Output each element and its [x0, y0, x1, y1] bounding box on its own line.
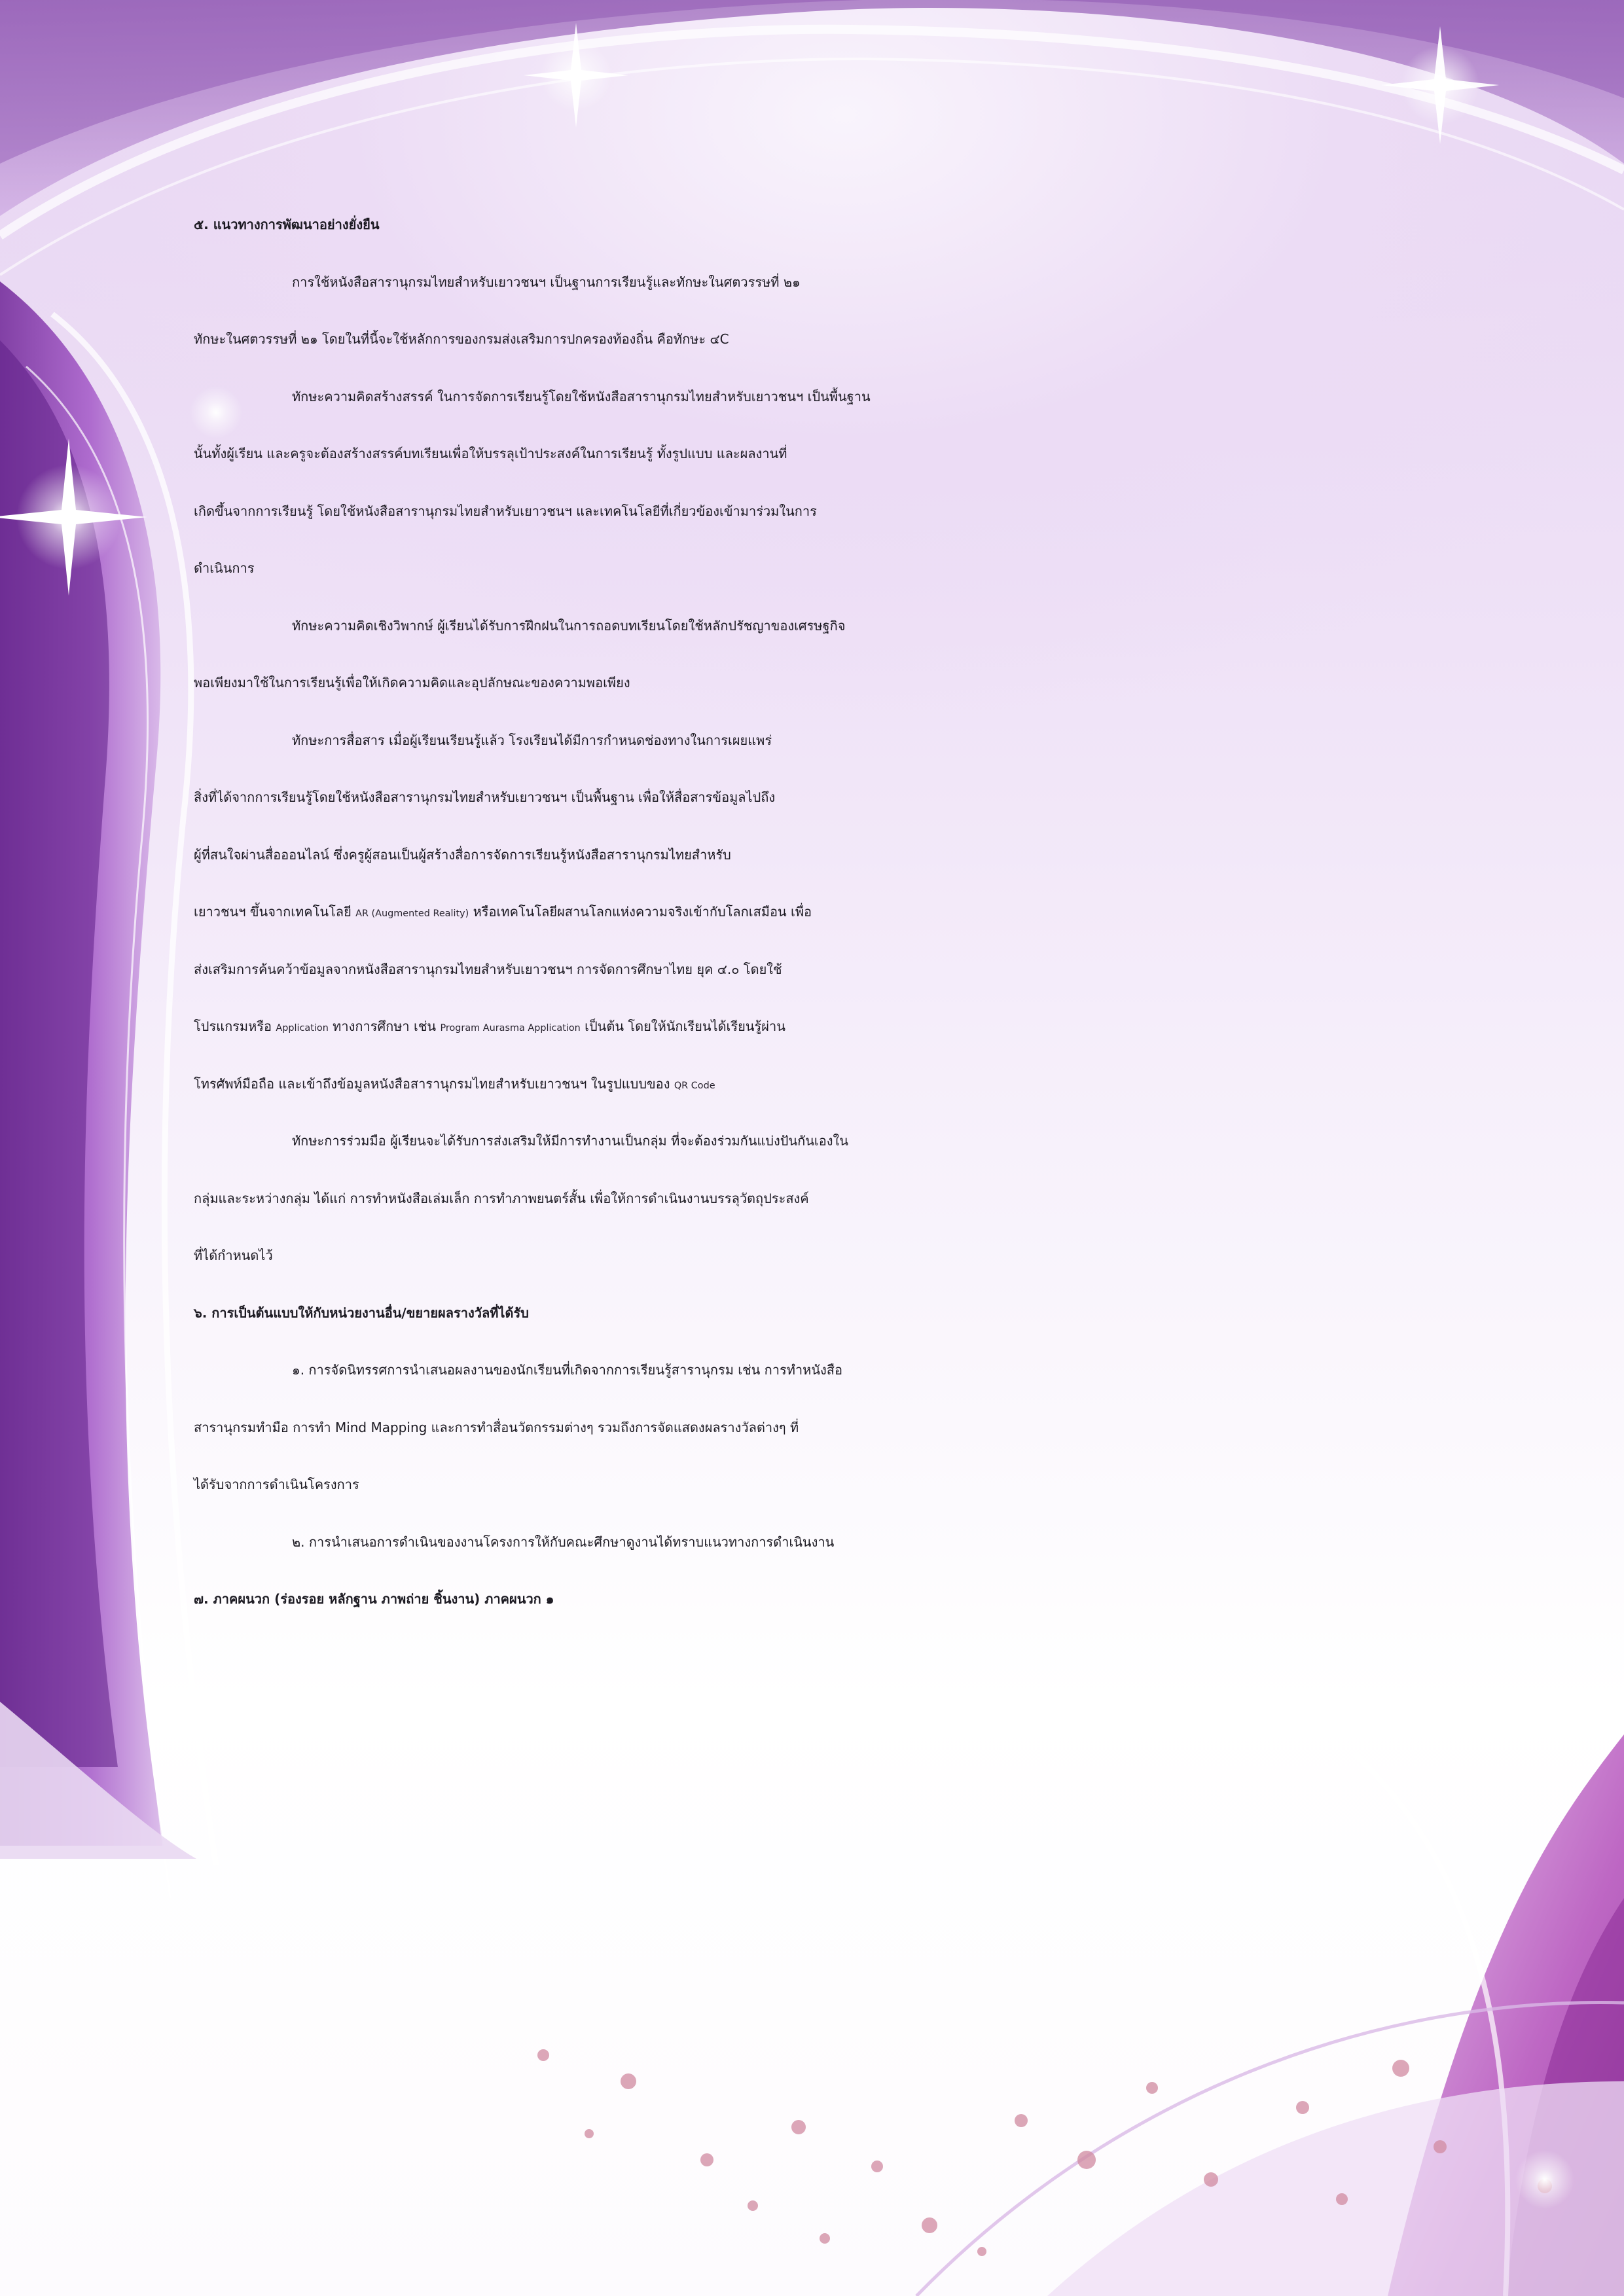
qr-code-term: QR Code [674, 1080, 715, 1091]
section-5-line: เกิดขึ้นจากการเรียนรู้ โดยใช้หนังสือสารานุกรมไทยสำหรับเยาวชนฯ และเทคโนโลยีที่เกี่ยวข้องเข้ามาร่วมในการ [194, 503, 817, 519]
section-5-line-ar [194, 884, 1464, 941]
section-5-line-qr [194, 1056, 1464, 1113]
ar-term: AR (Augmented Reality) [355, 908, 469, 919]
section-5-line: ที่ได้กำหนดไว้ [194, 1247, 273, 1263]
application-term: Application [276, 1023, 329, 1033]
section-5-line: ผู้ที่สนใจผ่านสื่อออนไลน์ ซึ่งครูผู้สอนเป็นผู้สร้างสื่อการจัดการเรียนรู้หนังสือสารานุกรมไทยสำหรับ [194, 846, 731, 863]
section-6-line: สารานุกรมทำมือ การทำ Mind Mapping และการทำสื่อนวัตกรรมต่างๆ รวมถึงการจัดแสดงผลรางวัลต่างๆ ที่ [194, 1419, 799, 1435]
section-6-line: ๑. การจัดนิทรรศการนำเสนอผลงานของนักเรียนที่เกิดจากการเรียนรู้สารานุกรม เช่น การทำหนังสือ [292, 1362, 843, 1378]
document-body [194, 196, 1464, 1628]
section-5-line: ดำเนินการ [194, 560, 255, 576]
text-segment: โทรศัพท์มือถือ และเข้าถึงข้อมูลหนังสือสารานุกรมไทยสำหรับเยาวชนฯ ในรูปแบบของ [194, 1075, 674, 1092]
aurasma-term: Program Aurasma Application [440, 1023, 581, 1033]
text-segment: หรือเทคโนโลยีผสานโลกแห่งความจริงเข้ากับโลกเสมือน เพื่อ [469, 904, 812, 920]
section-5-line: พอเพียงมาใช้ในการเรียนรู้เพื่อให้เกิดความคิดและอุปลักษณะของความพอเพียง [194, 675, 630, 691]
section-5-line: ทักษะความคิดสร้างสรรค์ ในการจัดการเรียนรู้โดยใช้หนังสือสารานุกรมไทยสำหรับเยาวชนฯ เป็นพื้นฐาน [292, 388, 871, 404]
section-5-line: ทักษะการร่วมมือ ผู้เรียนจะได้รับการส่งเสริมให้มีการทำงานเป็นกลุ่ม ที่จะต้องร่วมกันแบ่งปันกันเองใน [292, 1133, 848, 1149]
section-5-heading: ๕. แนวทางการพัฒนาอย่างยั่งยืน [194, 217, 380, 232]
section-5-line: ทักษะในศตวรรษที่ ๒๑ โดยในที่นี้จะใช้หลักการของกรมส่งเสริมการปกครองท้องถิ่น คือทักษะ ๔C [194, 331, 729, 347]
text-segment: โปรแกรมหรือ [194, 1018, 276, 1034]
section-6-line: ได้รับจากการดำเนินโครงการ [194, 1477, 359, 1492]
section-5-line: การใช้หนังสือสารานุกรมไทยสำหรับเยาวชนฯ เป็นฐานการเรียนรู้และทักษะในศตวรรษที่ ๒๑ [292, 274, 801, 290]
text-segment: ทางการศึกษา เช่น [328, 1018, 441, 1034]
text-segment: เยาวชนฯ ขึ้นจากเทคโนโลยี [194, 904, 356, 920]
section-5-line: กลุ่มและระหว่างกลุ่ม ได้แก่ การทำหนังสือเล่มเล็ก การทำภาพยนตร์สั้น เพื่อให้การดำเนินงานบรรลุวัตถุประสงค์ [194, 1190, 809, 1206]
section-6-line: ๒. การนำเสนอการดำเนินของงานโครงการให้กับคณะศึกษาดูงานได้ทราบแนวทางการดำเนินงาน [292, 1534, 835, 1550]
section-5-line-application [194, 998, 1464, 1056]
section-5-line: ทักษะการสื่อสาร เมื่อผู้เรียนเรียนรู้แล้ว โรงเรียนได้มีการกำหนดช่องทางในการเผยแพร่ [292, 732, 772, 748]
section-6-heading: ๖. การเป็นต้นแบบให้กับหน่วยงานอื่น/ขยายผลรางวัลที่ได้รับ [194, 1304, 529, 1321]
section-5-line: ส่งเสริมการค้นคว้าข้อมูลจากหนังสือสารานุกรมไทยสำหรับเยาวชนฯ การจัดการศึกษาไทย ยุค ๔.๐ โดยใช้ [194, 961, 782, 977]
section-5-line: นั้นทั้งผู้เรียน และครูจะต้องสร้างสรรค์บทเรียนเพื่อให้บรรลุเป้าประสงค์ในการเรียนรู้ ทั้งรูปแบบ และผลงานที่ [194, 446, 787, 461]
section-7-heading: ๗. ภาคผนวก (ร่องรอย หลักฐาน ภาพถ่าย ชิ้นงาน) ภาคผนวก ๑ [194, 1591, 554, 1607]
section-5-line: สิ่งที่ได้จากการเรียนรู้โดยใช้หนังสือสารานุกรมไทยสำหรับเยาวชนฯ เป็นพื้นฐาน เพื่อให้สื่อสารข้อมูลไปถึง [194, 789, 776, 805]
text-segment: เป็นต้น โดยให้นักเรียนได้เรียนรู้ผ่าน [580, 1018, 785, 1034]
section-5-line: ทักษะความคิดเชิงวิพากษ์ ผู้เรียนได้รับการฝึกฝนในการถอดบทเรียนโดยใช้หลักปรัชญาของเศรษฐกิจ [292, 617, 846, 634]
